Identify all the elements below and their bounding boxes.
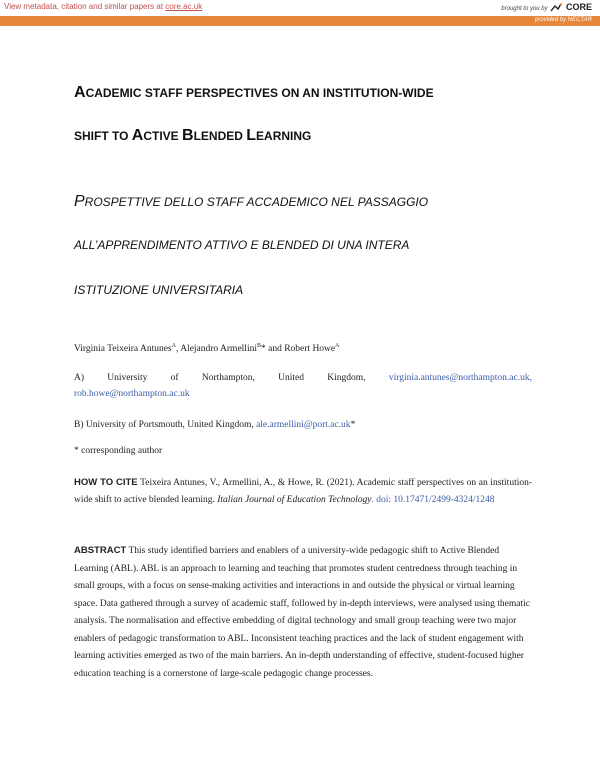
doi-link[interactable]: . doi: 10.17471/2499-4324/1248 <box>371 495 495 505</box>
affiliation-a <box>74 370 532 402</box>
core-logo-icon <box>549 3 563 13</box>
affiliation-b: B) University of Portsmouth, United Kingdom, ale.armellini@port.ac.uk* <box>74 420 356 430</box>
affiliation-a-line1: A) University of Northampton, United Kingdom, virginia.antunes@northampton.ac.uk, <box>74 370 532 386</box>
email-link-howe[interactable]: rob.howe@northampton.ac.uk <box>74 389 190 399</box>
corresponding-author-note: * corresponding author <box>74 446 163 456</box>
brought-by[interactable] <box>501 2 592 13</box>
citation-block: HOW TO CITE Teixeira Antunes, V., Armellini, A., & Howe, R. (2021). Academic staff perspectives on an institution-wide shift to active blended learning. Italian Journal of Education Technology. doi: 10.17471/2499-4324/1248 <box>74 477 533 505</box>
title-english-line1: ACADEMIC STAFF PERSPECTIVES ON AN INSTITUTION-WIDE <box>74 84 434 101</box>
brought-text: brought to you by <box>501 6 548 12</box>
abstract-label: ABSTRACT <box>74 545 127 556</box>
metadata-text: View metadata, citation and similar papers at <box>4 2 164 11</box>
title-italian-line1: PROSPETTIVE DELLO STAFF ACCADEMICO NEL PASSAGGIO <box>74 193 429 210</box>
cite-label: HOW TO CITE <box>74 477 138 488</box>
journal-name: Italian Journal of Education Technology <box>217 495 372 505</box>
author-list: Virginia Teixeira Antunes$^A$, Alejandro Armellini$^B$* and Robert Howe$^A$ <box>74 343 340 355</box>
abstract-text: This study identified barriers and enablers of a university-wide pedagogic shift to Active Blended Learning (ABL). ABL is an approach to learning and teaching that promotes student centredness through teaching in small groups, with a focus on sense-making activities and interactions in and outside the physical or virtual learning space. Data gathered through a survey of academic staff, followed by in-depth interviews, were analysed using thematic analysis. The normalisation and effective embedding of digital technology and small group teaching were two major enablers of pedagogic transformation to ABL. Inconsistent teaching practices and the lack of student engagement with learning activities emerged as two of the main barriers. An in-depth understanding of effective, student-focused higher education teaching is a cornerstone of large-scale pedagogic change processes. <box>74 546 530 679</box>
email-link-armellini[interactable]: ale.armellini@port.ac.uk <box>256 420 351 430</box>
email-link-antunes[interactable]: virginia.antunes@northampton.ac.uk, <box>388 373 532 383</box>
core-link[interactable]: core.ac.uk <box>165 2 203 11</box>
provider-text[interactable]: provided by NECTAR <box>535 17 592 23</box>
title-italian-line3: ISTITUZIONE UNIVERSITARIA <box>74 283 244 297</box>
core-logo-text: CORE <box>565 2 592 12</box>
core-metadata-notice <box>4 2 202 11</box>
title-italian-line2: ALL’APPRENDIMENTO ATTIVO E BLENDED DI UNA INTERA <box>74 238 410 252</box>
abstract <box>74 542 532 683</box>
core-banner <box>0 0 600 16</box>
title-english-line2: SHIFT TO ACTIVE BLENDED LEARNING <box>74 127 312 144</box>
provider-bar <box>0 16 600 26</box>
